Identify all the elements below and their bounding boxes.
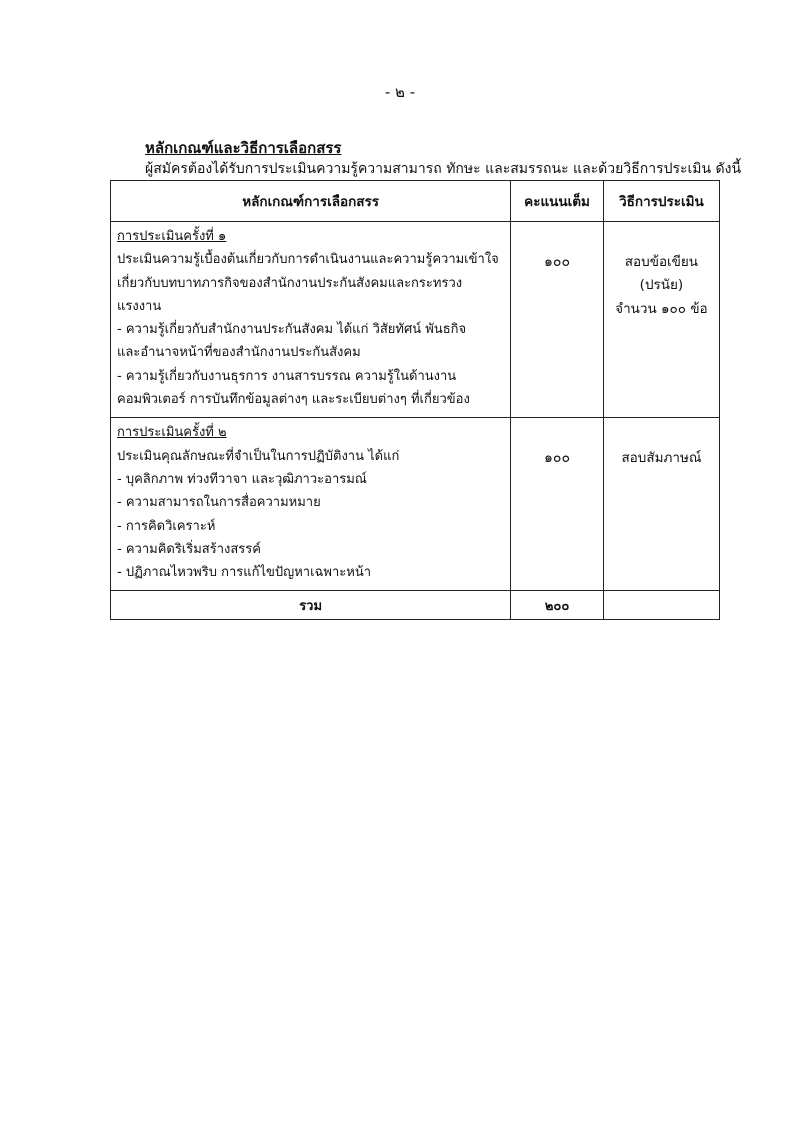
header-full-score: คะแนนเต็ม <box>511 181 604 222</box>
round-2-line: - ความคิดริเริ่มสร้างสรรค์ <box>117 541 261 557</box>
round-1-method-line: จำนวน ๑๐๐ ข้อ <box>615 300 708 317</box>
round-1-method <box>603 222 719 418</box>
round-1-line: คอมพิวเตอร์ การบันทึกข้อมูลต่างๆ และระเบียบต่างๆ ที่เกี่ยวข้อง <box>117 392 470 408</box>
round-2-criteria <box>111 418 511 591</box>
table-row-round-1 <box>111 222 720 418</box>
round-1-line: แรงงาน <box>117 298 162 314</box>
round-1-score: ๑๐๐ <box>511 222 604 418</box>
round-1-line: - ความรู้เกี่ยวกับสำนักงานประกันสังคม ได้แก่ วิสัยทัศน์ พันธกิจ <box>117 322 467 338</box>
round-2-line: - บุคลิกภาพ ท่วงทีวาจา และวุฒิภาวะอารมณ์ <box>117 471 367 487</box>
round-2-line: - ปฏิภาณไหวพริบ การแก้ไขปัญหาเฉพาะหน้า <box>117 565 372 581</box>
round-1-method-line: สอบข้อเขียน <box>624 254 699 270</box>
total-label: รวม <box>111 591 511 620</box>
round-1-method-line: (ปรนัย) <box>639 277 684 294</box>
round-2-line: ประเมินคุณลักษณะที่จำเป็นในการปฏิบัติงาน ได้แก่ <box>117 448 400 464</box>
round-2-score: ๑๐๐ <box>511 418 604 591</box>
round-1-line: ประเมินความรู้เบื้องต้นเกี่ยวกับการดำเนินงานและความรู้ความเข้าใจ <box>117 252 499 268</box>
round-1-criteria <box>111 222 511 418</box>
section-heading: หลักเกณฑ์และวิธีการเลือกสรร <box>145 139 342 157</box>
round-1-line: และอำนาจหน้าที่ของสำนักงานประกันสังคม <box>117 345 361 361</box>
criteria-table <box>110 180 720 620</box>
table-row-total <box>111 591 720 620</box>
table-header-row <box>111 181 720 222</box>
round-2-method-line: สอบสัมภาษณ์ <box>621 450 702 467</box>
round-1-title: การประเมินครั้งที่ ๑ <box>117 229 227 244</box>
round-1-line: - ความรู้เกี่ยวกับงานธุรการ งานสารบรรณ ความรู้ในด้านงาน <box>117 368 457 384</box>
round-2-line: - การคิดวิเคราะห์ <box>117 518 216 534</box>
round-2-line: - ความสามารถในการสื่อความหมาย <box>117 495 321 511</box>
header-method: วิธีการประเมิน <box>603 181 719 222</box>
total-score: ๒๐๐ <box>511 591 604 620</box>
round-2-method <box>603 418 719 591</box>
intro-text: ผู้สมัครต้องได้รับการประเมินความรู้ความสามารถ ทักษะ และสมรรถนะ และด้วยวิธีการประเมิน ดังนี้ <box>145 161 742 177</box>
page-number: - ๒ - <box>384 83 416 101</box>
round-2-title: การประเมินครั้งที่ ๒ <box>117 425 227 441</box>
header-criteria: หลักเกณฑ์การเลือกสรร <box>111 181 511 222</box>
table-row-round-2 <box>111 418 720 591</box>
round-1-line: เกี่ยวกับบทบาทภารกิจของสำนักงานประกันสังคมและกระทรวง <box>117 275 463 291</box>
total-method <box>603 591 719 620</box>
